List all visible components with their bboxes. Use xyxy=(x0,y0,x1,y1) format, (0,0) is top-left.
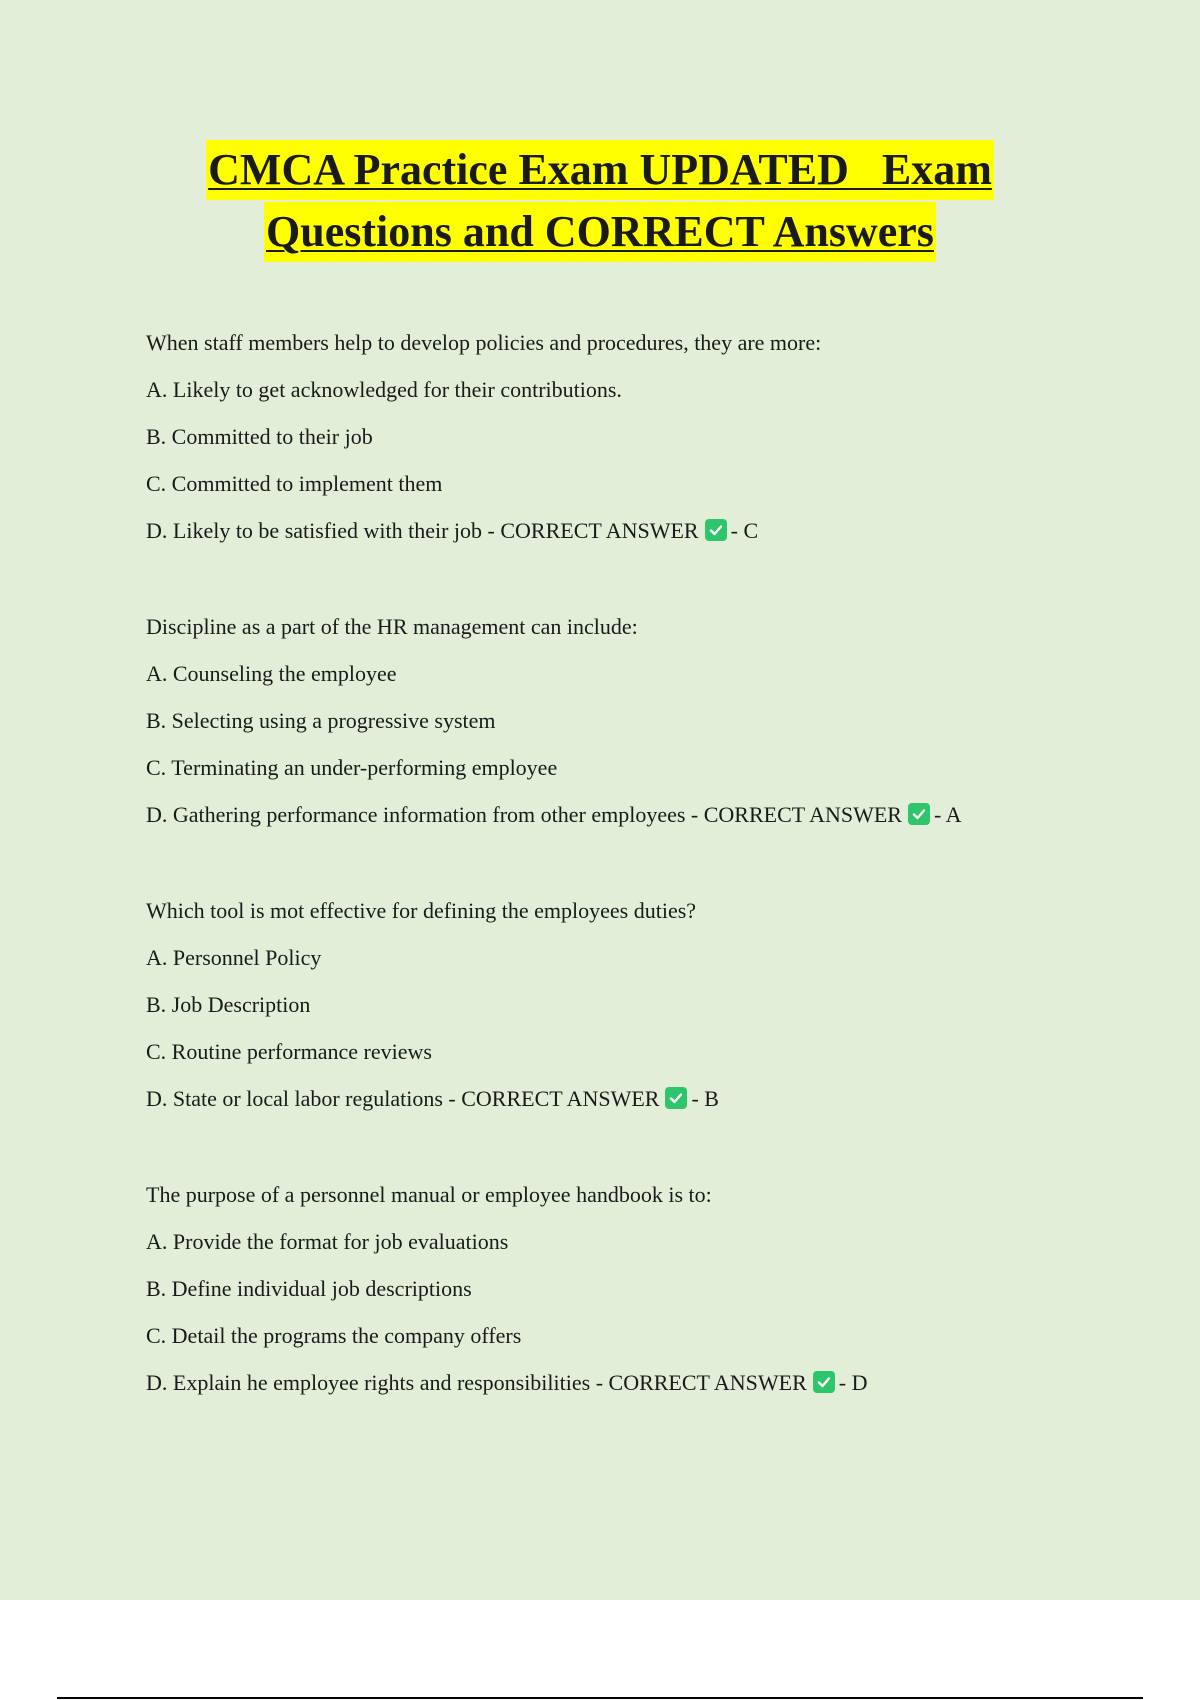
footer-divider xyxy=(57,1697,1143,1699)
question-block xyxy=(146,1175,1086,1413)
option-b: B. Define individual job descriptions xyxy=(146,1276,472,1301)
option-c: C. Routine performance reviews xyxy=(146,1039,432,1064)
correct-answer-letter: - D xyxy=(838,1370,868,1395)
check-mark-icon xyxy=(665,1087,687,1109)
correct-answer-letter: - B xyxy=(691,1086,719,1111)
question-prompt: The purpose of a personnel manual or employee handbook is to: xyxy=(146,1182,712,1207)
option-c: C. Terminating an under-performing employee xyxy=(146,755,558,780)
option-d: D. Likely to be satisfied with their job - CORRECT ANSWER xyxy=(146,518,699,543)
option-d-with-answer xyxy=(146,795,1086,845)
option-a: A. Personnel Policy xyxy=(146,945,322,970)
document-title xyxy=(0,140,1200,264)
question-prompt: When staff members help to develop policies and procedures, they are more: xyxy=(146,330,822,355)
option-d: D. Gathering performance information from other employees - CORRECT ANSWER xyxy=(146,802,902,827)
option-d-with-answer xyxy=(146,1079,1086,1129)
check-mark-icon xyxy=(908,803,930,825)
question-block xyxy=(146,323,1086,561)
option-a: A. Provide the format for job evaluations xyxy=(146,1229,509,1254)
option-d-with-answer xyxy=(146,511,1086,561)
question-block xyxy=(146,891,1086,1129)
option-c: C. Committed to implement them xyxy=(146,471,443,496)
option-d: D. State or local labor regulations - CORRECT ANSWER xyxy=(146,1086,660,1111)
check-mark-icon xyxy=(813,1371,835,1393)
option-a: A. Likely to get acknowledged for their contributions. xyxy=(146,377,622,402)
option-d: D. Explain he employee rights and responsibilities - CORRECT ANSWER xyxy=(146,1370,807,1395)
option-d-with-answer xyxy=(146,1363,1086,1413)
option-a: A. Counseling the employee xyxy=(146,661,397,686)
question-prompt: Which tool is mot effective for defining the employees duties? xyxy=(146,898,697,923)
correct-answer-letter: - A xyxy=(933,802,962,827)
option-b: B. Selecting using a progressive system xyxy=(146,708,496,733)
question-block xyxy=(146,607,1086,845)
check-mark-icon xyxy=(705,519,727,541)
title-line-2: Questions and CORRECT Answers xyxy=(264,202,936,262)
question-list xyxy=(146,323,1086,1459)
option-c: C. Detail the programs the company offers xyxy=(146,1323,522,1348)
option-b: B. Job Description xyxy=(146,992,311,1017)
question-prompt: Discipline as a part of the HR management can include: xyxy=(146,614,638,639)
option-b: B. Committed to their job xyxy=(146,424,373,449)
title-line-1: CMCA Practice Exam UPDATED Exam xyxy=(206,140,994,200)
correct-answer-letter: - C xyxy=(730,518,759,543)
